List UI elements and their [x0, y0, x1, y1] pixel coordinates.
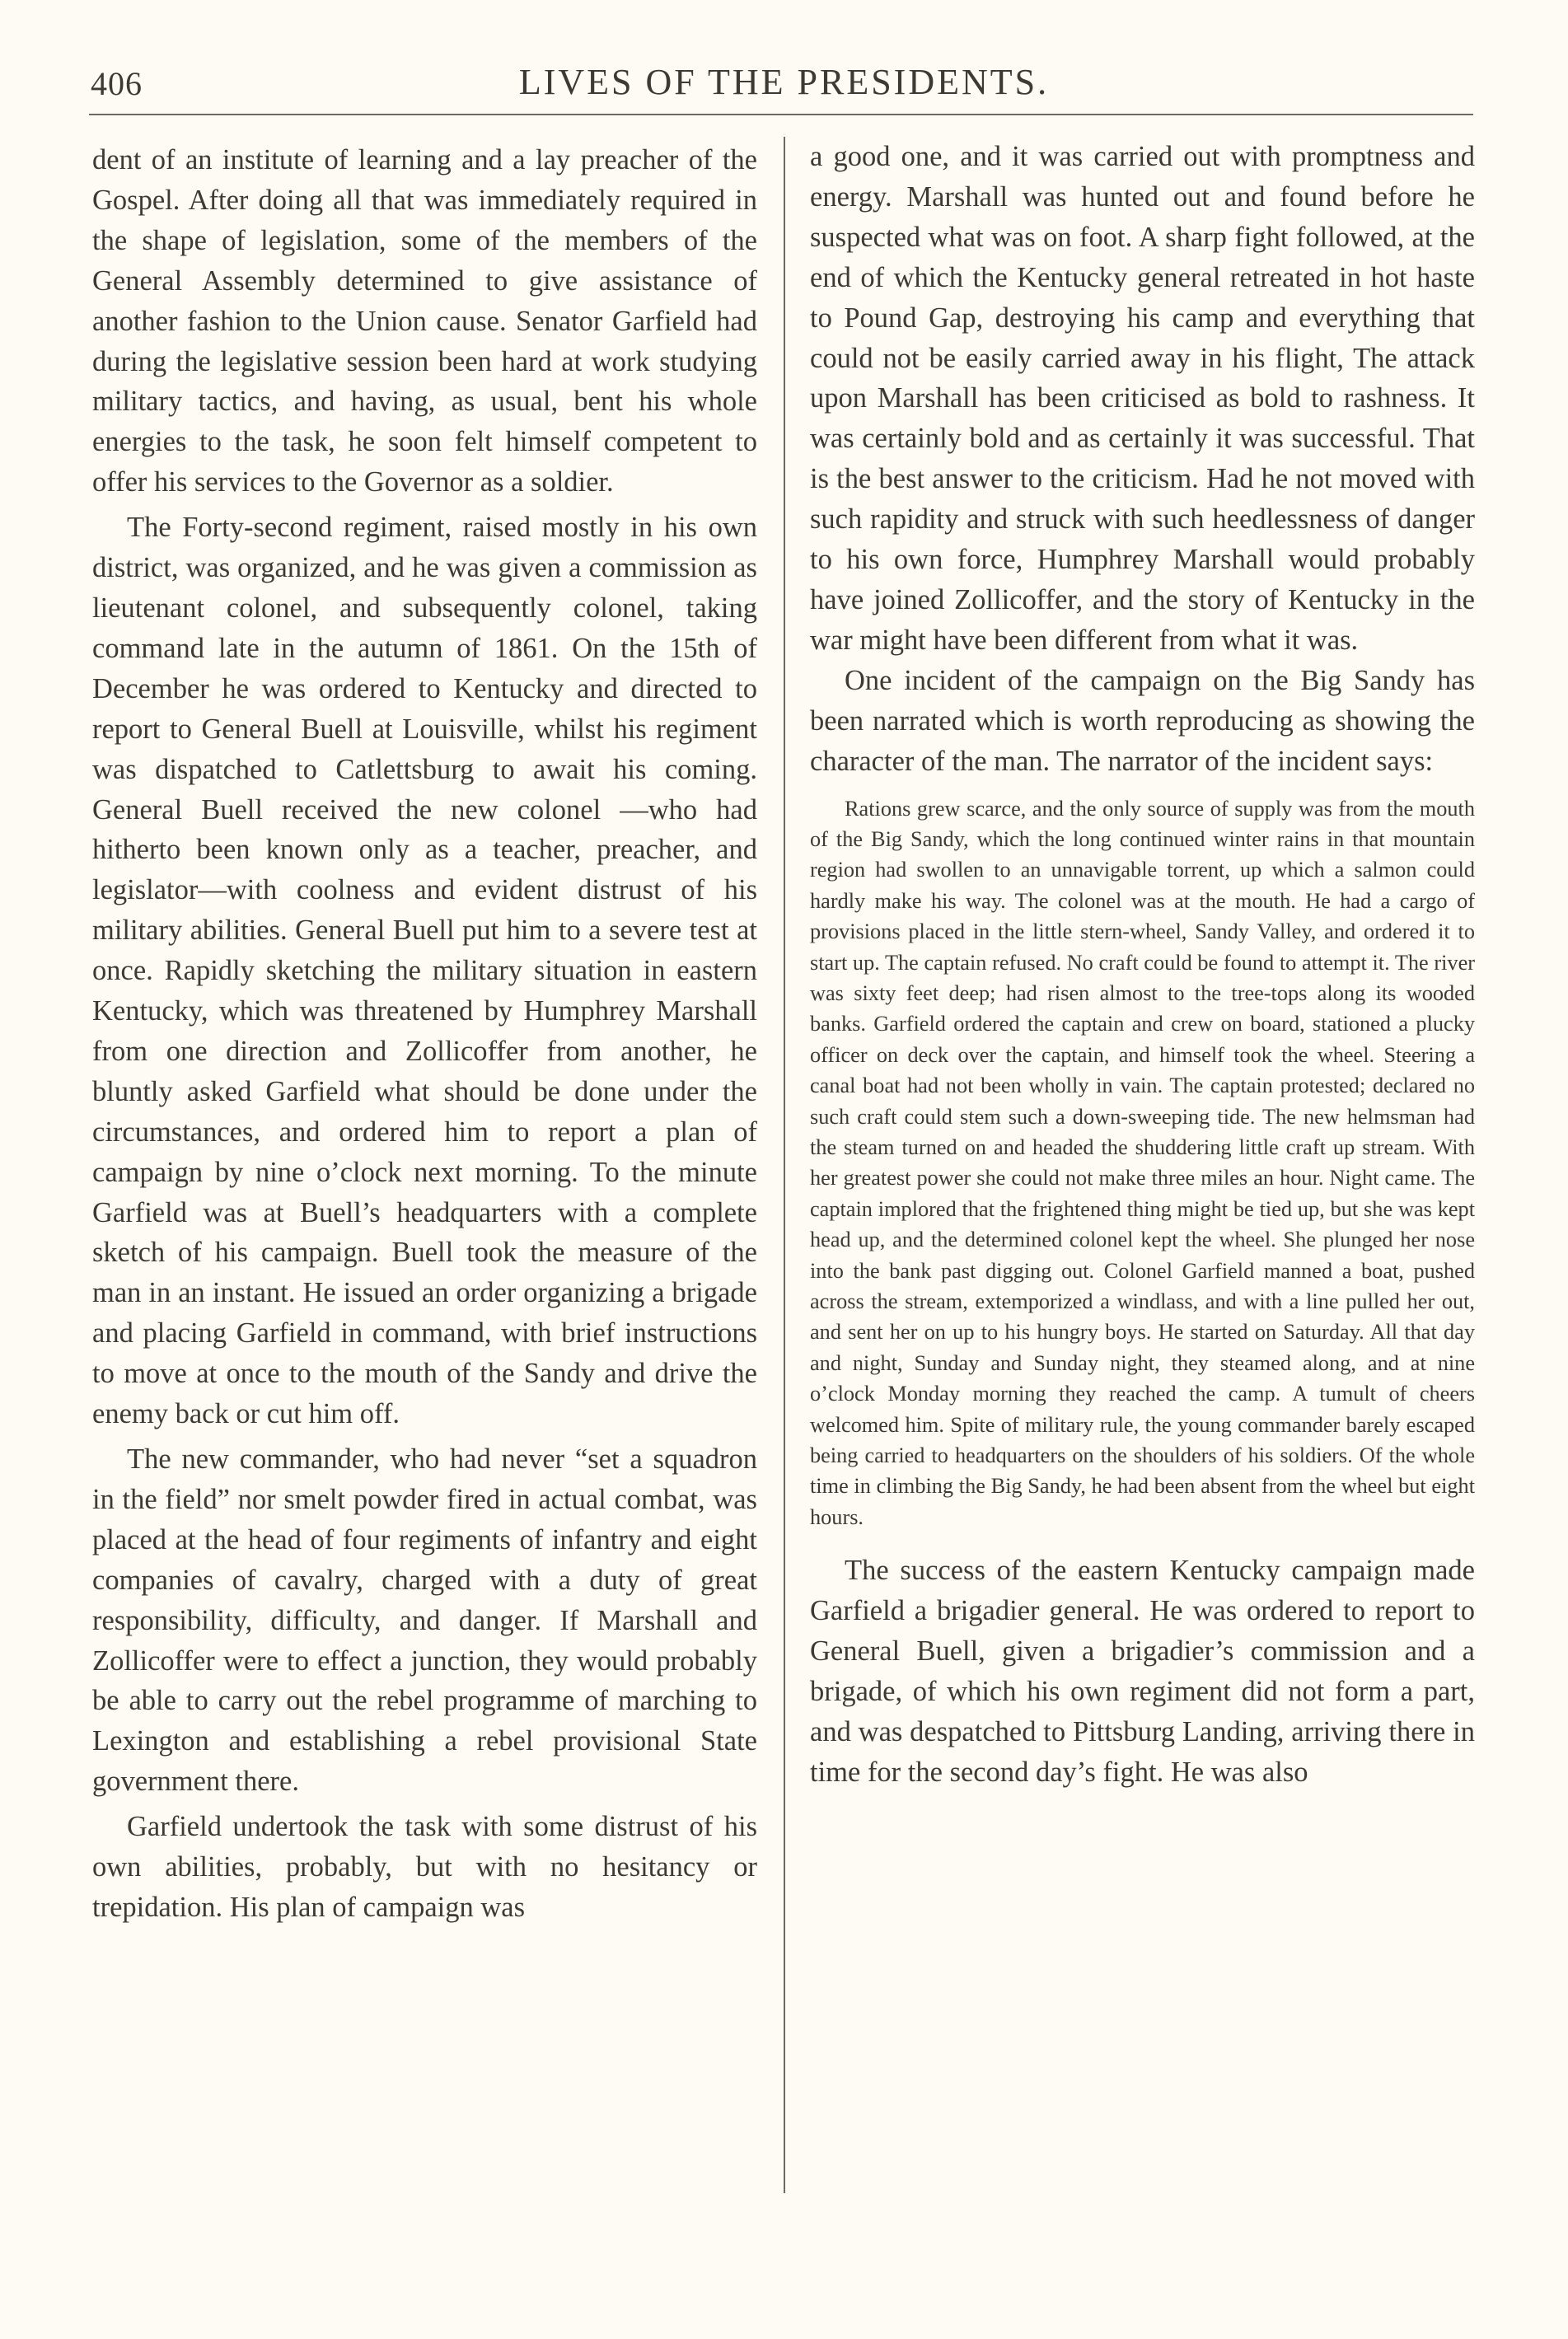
header-rule — [89, 114, 1473, 115]
paragraph: Garfield undertook the task with some distrust of his own abilities, probably, but with no hesitancy or trepidation. His plan of campaign was — [92, 1811, 757, 1923]
paragraph: One incident of the campaign on the Big Sandy has been narrated which is worth reproducing as showing the character of the man. The narrator of the incident says: — [810, 664, 1475, 777]
running-title: LIVES OF THE PRESIDENTS. — [518, 62, 1050, 102]
paragraph: The success of the eastern Kentucky campaign made Garfield a brigadier general. He was ordered to report to General Buell, given a brigadier’s commission and a brigade, of which his own regiment did not form a part, and was despatched to Pittsburg Landing, arriving there in time for the second day’s fight. He was also — [810, 1555, 1475, 1788]
paragraph: dent of an institute of learning and a lay preacher of the Gospel. After doing all that was immediately required in the shape of legislation, some of the members of the General Assembly determined to give assistance of another fashion to the Union cause. Senator Garfield had during the legislative session been hard at work studying military tactics, and having, as usual, bent his whole energies to the task, he soon felt himself competent to offer his services to the Governor as a soldier. — [92, 144, 757, 498]
left-column — [92, 140, 757, 1928]
column-divider — [784, 137, 785, 2193]
right-column — [810, 137, 1475, 1793]
paragraph: The Forty-second regiment, raised mostly in his own district, was organized, and he was given a commission as lieutenant colonel, and subsequently colonel, taking command late in the autumn of 1861. On the 15th of December he was ordered to Kentucky and directed to report to General Buell at Louisville, whilst his regiment was dispatched to Catlettsburg to await his coming. General Buell received the new colonel —who had hitherto been known only as a teacher, preacher, and legislator—with coolness and evident distrust of his military abilities. General Buell put him to a severe test at once. Rapidly sketching the military situation in eastern Kentucky, which was threatened by Humphrey Marshall from one direction and Zollicoffer from another, he bluntly asked Garfield what should be done under the circumstances, and ordered him to report a plan of campaign by nine o’clock next morning. To the minute Garfield was at Buell’s headquarters with a complete sketch of his campaign. Buell took the measure of the man in an instant. He issued an order organizing a brigade and placing Garfield in command, with brief instructions to move at once to the mouth of the Sandy and drive the enemy back or cut him off. — [92, 512, 757, 1430]
block-quote: Rations grew scarce, and the only source of supply was from the mouth of the Big Sandy, which the long continued winter rains in that mountain region had swollen to an unnavigable torrent, up which a salmon could hardly make his way. The colonel was at the mouth. He had a cargo of provisions placed in the little stern-wheel, Sandy Valley, and ordered it to start up. The captain refused. No craft could be found to attempt it. The river was sixty feet deep; had risen almost to the tree-tops along its wooded banks. Garfield ordered the captain and crew on board, stationed a plucky officer on deck over the captain, and himself took the wheel. Steering a canal boat had not been wholly in vain. The captain protested; declared no such craft could stem such a down-sweeping tide. The new helmsman had the steam turned on and headed the shuddering little craft up stream. With her greatest power she could not make three miles an hour. Night came. The captain implored that the frightened thing might be tied up, but she was kept head up, and the determined colonel kept the wheel. She plunged her nose into the bank past digging out. Colonel Garfield manned a boat, pushed across the stream, extemporized a windlass, and with a line pulled her out, and sent her on up to his hungry boys. He started on Saturday. All that day and night, Sunday and Sunday night, they steamed along, and at nine o’clock Monday morning they reached the camp. A tumult of cheers welcomed him. Spite of military rule, the young commander barely escaped being carried to headquarters on the shoulders of his soldiers. Of the whole time in climbing the Big Sandy, he had been absent from the wheel but eight hours. — [810, 796, 1475, 1529]
page-number: 406 — [91, 65, 143, 102]
paragraph: The new commander, who had never “set a squadron in the field” nor smelt powder fired in actual combat, was placed at the head of four regiments of infantry and eight companies of cavalry, charged with a duty of great responsibility, difficulty, and danger. If Marshall and Zollicoffer were to effect a junction, they would probably be able to carry out the rebel programme of marching to Lexington and establishing a rebel provisional State government there. — [92, 1443, 757, 1798]
paragraph: a good one, and it was carried out with promptness and energy. Marshall was hunted out and found before he suspected what was on foot. A sharp fight followed, at the end of which the Kentucky general retreated in hot haste to Pound Gap, destroying his camp and everything that could not be easily carried away in his flight, The attack upon Marshall has been criticised as bold to rashness. It was certainly bold and as certainly it was successful. That is the best answer to the criticism. Had he not moved with such rapidity and struck with such heedlessness of danger to his own force, Humphrey Marshall would probably have joined Zollicoffer, and the story of Kentucky in the war might have been different from what it was. — [810, 141, 1475, 656]
